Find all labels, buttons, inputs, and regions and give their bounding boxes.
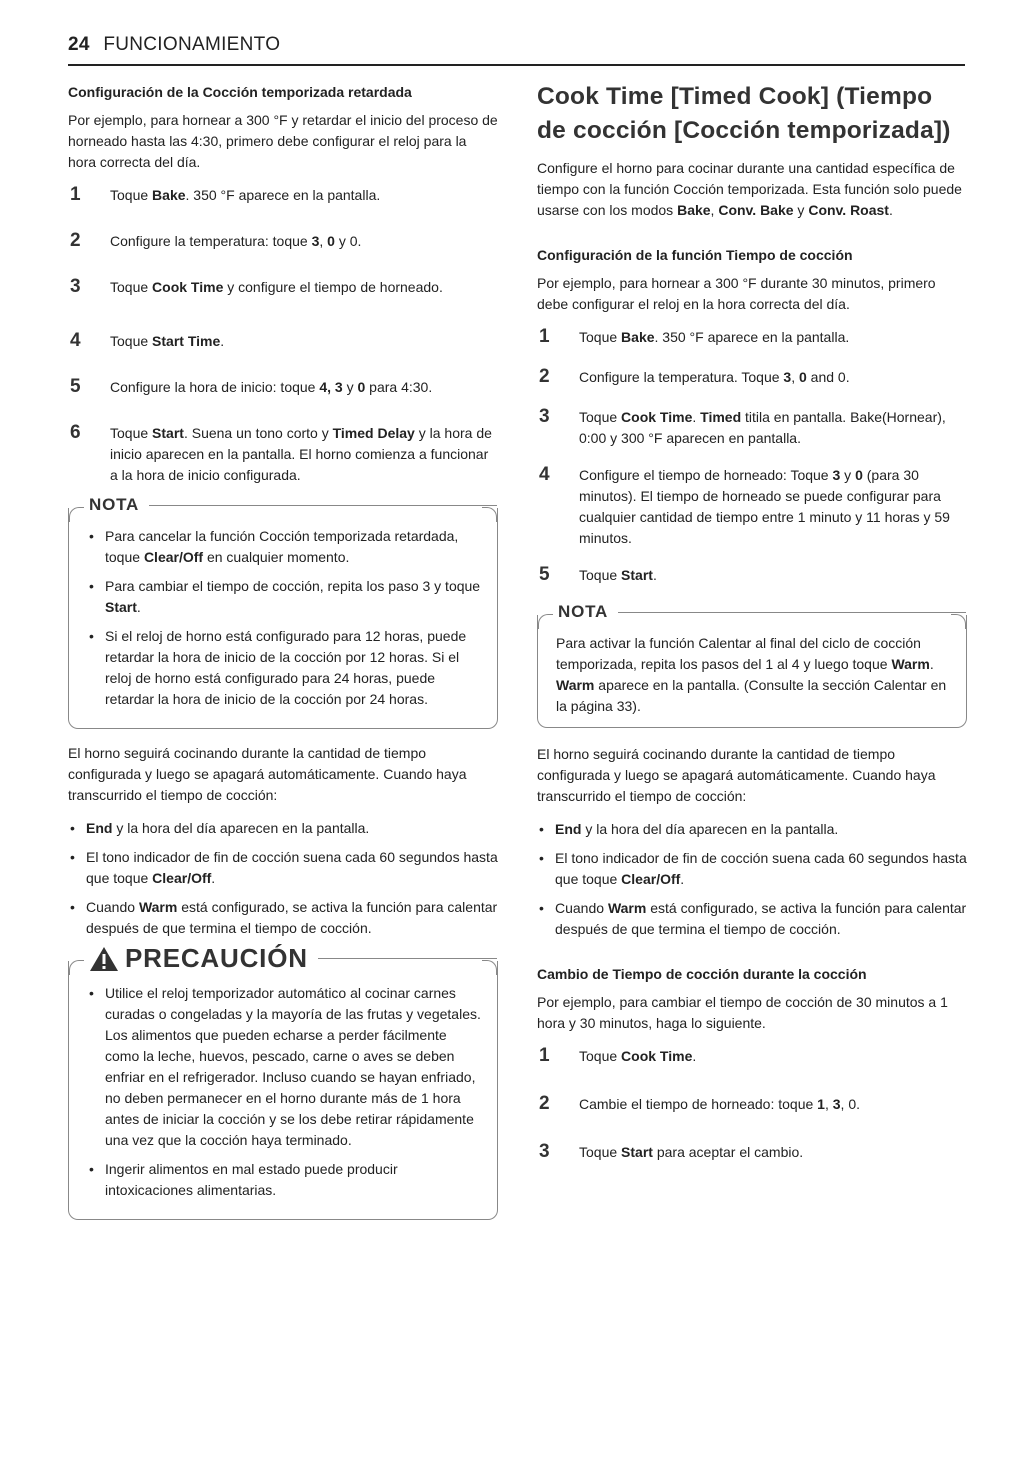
step-item <box>68 377 498 401</box>
step-number: 2 <box>539 1093 550 1114</box>
delayed-intro: Por ejemplo, para hornear a 300 °F y retardar el inicio del proceso de horneado hasta las 4:30, primero debe configurar el reloj para la hora correcta del día. <box>68 112 498 170</box>
step-text: Configure la temperatura: toque 3, 0 y 0. <box>110 233 362 249</box>
step-text: Configure el tiempo de horneado: Toque 3 y 0 (para 30 minutos). El tiempo de horneado se puede configurar para cualquier cantidad de tiempo entre 1 minuto y 11 horas y 59 minutos. <box>579 467 950 546</box>
step-number: 5 <box>70 376 81 397</box>
step-item <box>537 1142 967 1166</box>
note-label: NOTA <box>69 495 149 515</box>
after-text: El horno seguirá cocinando durante la cantidad de tiempo configurada y luego se apagará automáticamente. Cuando haya transcurrido el tiempo de cocción: <box>537 746 936 804</box>
warning-icon <box>89 946 119 972</box>
set-cook-time-heading: Configuración de la función Tiempo de cocción <box>537 247 853 263</box>
change-cook-time-heading: Cambio de Tiempo de cocción durante la cocción <box>537 966 867 982</box>
delayed-timed-cook-heading: Configuración de la Cocción temporizada retardada <box>68 84 412 100</box>
step-item <box>537 465 967 549</box>
step-number: 6 <box>70 422 81 443</box>
step-item <box>68 231 498 255</box>
step-item <box>68 331 498 355</box>
step-text: Toque Start. <box>579 567 657 583</box>
note-item: • Si el reloj de horno está configurado para 12 horas, puede retardar la hora de inicio de la cocción por 12 horas. Si el reloj de horno está configurado para 24 horas, puede retardar la hora de inicio de la cocción por 24 horas. <box>87 626 483 710</box>
bullet-item: • El tono indicador de fin de cocción suena cada 60 segundos hasta que toque Clear/Off. <box>537 848 967 890</box>
caution-list <box>87 983 483 1201</box>
cook-time-title: Cook Time [Timed Cook] (Tiempo de cocción [Cocción temporizada]) <box>537 83 951 144</box>
bullet-item: • El tono indicador de fin de cocción suena cada 60 segundos hasta que toque Clear/Off. <box>68 847 498 889</box>
caution-label: PRECAUCIÓN <box>125 943 308 973</box>
set-cook-time-intro: Por ejemplo, para hornear a 300 °F durante 30 minutos, primero debe configurar el reloj en la hora correcta del día. <box>537 275 936 312</box>
step-number: 1 <box>70 184 81 205</box>
note-label: NOTA <box>538 602 618 622</box>
bullet-item: • Cuando Warm está configurado, se activa la función para calentar después de que termina el tiempo de cocción. <box>68 897 498 939</box>
note-list <box>87 526 483 710</box>
note-box <box>68 495 498 729</box>
step-item <box>537 1046 967 1070</box>
step-text: Toque Start para aceptar el cambio. <box>579 1144 804 1160</box>
step-item <box>537 565 967 589</box>
step-number: 3 <box>539 406 550 427</box>
step-item <box>68 185 498 209</box>
end-bullets <box>68 818 498 939</box>
step-number: 2 <box>539 366 550 387</box>
step-text: Toque Cook Time. Timed titila en pantalla. Bake(Hornear), 0:00 y 300 °F aparecen en pantalla. <box>579 409 946 446</box>
step-text: Toque Bake. 350 °F aparece en la pantalla. <box>110 187 381 203</box>
step-number: 4 <box>70 330 81 351</box>
note-text: Para activar la función Calentar al final del ciclo de cocción temporizada, repita los pasos del 1 al 4 y luego toque Warm. Warm aparece en la pantalla. (Consulte la sección Calentar en la página 33). <box>556 635 947 714</box>
step-number: 1 <box>539 326 550 347</box>
step-text: Cambie el tiempo de horneado: toque 1, 3, 0. <box>579 1096 861 1112</box>
note-item: • Para cancelar la función Cocción temporizada retardada, toque Clear/Off en cualquier momento. <box>87 526 483 568</box>
step-number: 1 <box>539 1045 550 1066</box>
section-title: FUNCIONAMIENTO <box>103 34 281 55</box>
page-number: 24 <box>68 34 90 55</box>
step-number: 4 <box>539 464 550 485</box>
end-bullets <box>537 819 967 940</box>
after-text: El horno seguirá cocinando durante la cantidad de tiempo configurada y luego se apagará automáticamente. Cuando haya transcurrido el tiempo de cocción: <box>68 745 467 803</box>
page-header <box>68 34 965 66</box>
cook-time-intro: Configure el horno para cocinar durante una cantidad específica de tiempo con la función Cocción temporizada. Esta función solo puede usarse con los modos Bake, Conv. Bake y Conv. Roast. <box>537 160 962 218</box>
step-number: 3 <box>70 276 81 297</box>
step-text: Toque Start Time. <box>110 333 225 349</box>
step-item <box>537 407 967 449</box>
bullet-item: • Cuando Warm está configurado, se activa la función para calentar después de que termina el tiempo de cocción. <box>537 898 967 940</box>
bullet-item: • End y la hora del día aparecen en la pantalla. <box>537 819 967 840</box>
caution-box <box>68 943 498 1220</box>
change-cook-time-intro: Por ejemplo, para cambiar el tiempo de cocción de 30 minutos a 1 hora y 30 minutos, haga lo siguiente. <box>537 994 948 1031</box>
caution-item: • Utilice el reloj temporizador automático al cocinar carnes curadas o congeladas y la mayoría de las frutas y vegetales. Los alimentos que pueden echarse a perder fácilmente como la leche, huevos, pescado, carne o aves se deben enfriar en el refrigerador. Incluso cuando se hayan enfriado, no deben permanecer en el horno durante más de 1 hora antes de iniciar la cocción y se los debe retirar rápidamente una vez que la cocción haya terminado. <box>87 983 483 1151</box>
note-box <box>537 602 967 728</box>
step-text: Toque Cook Time y configure el tiempo de horneado. <box>110 279 443 295</box>
step-text: Configure la hora de inicio: toque 4, 3 y 0 para 4:30. <box>110 379 433 395</box>
step-item <box>68 423 498 486</box>
step-item <box>537 327 967 351</box>
step-number: 2 <box>70 230 81 251</box>
step-number: 3 <box>539 1141 550 1162</box>
change-cook-time-steps <box>537 1046 967 1166</box>
step-text: Configure la temperatura. Toque 3, 0 and 0. <box>579 369 850 385</box>
step-text: Toque Start. Suena un tono corto y Timed Delay y la hora de inicio aparecen en la pantalla. El horno comienza a funcionar a la hora de inicio configurada. <box>110 425 492 483</box>
caution-item: • Ingerir alimentos en mal estado puede producir intoxicaciones alimentarias. <box>87 1159 483 1201</box>
bullet-item: • End y la hora del día aparecen en la pantalla. <box>68 818 498 839</box>
step-item <box>537 367 967 391</box>
step-number: 5 <box>539 564 550 585</box>
step-item <box>537 1094 967 1118</box>
set-cook-time-steps <box>537 327 967 589</box>
delayed-steps <box>68 185 498 486</box>
step-item <box>68 277 498 301</box>
right-column <box>537 84 967 1182</box>
left-column <box>68 84 498 1220</box>
note-item: • Para cambiar el tiempo de cocción, repita los paso 3 y toque Start. <box>87 576 483 618</box>
step-text: Toque Cook Time. <box>579 1048 697 1064</box>
step-text: Toque Bake. 350 °F aparece en la pantalla. <box>579 329 850 345</box>
